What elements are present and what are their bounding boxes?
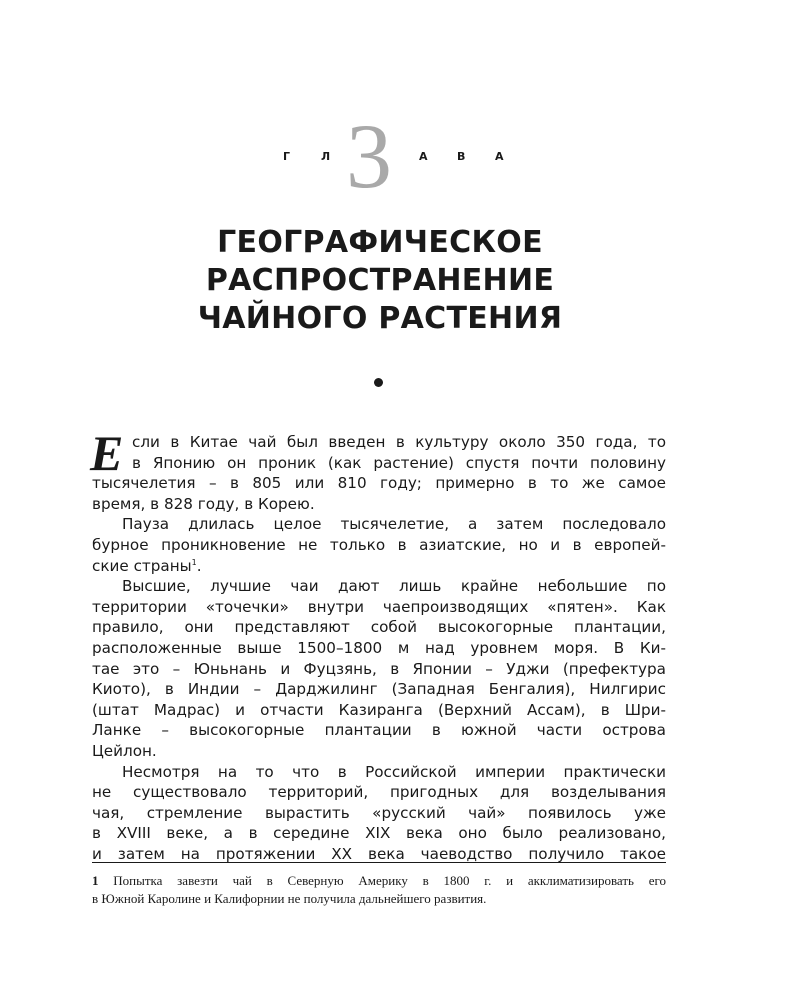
text-line: Ланке – высокогорные плантации в южной части острова bbox=[92, 721, 666, 740]
footnote-line: в Южной Каролине и Калифорнии не получила дальнейшего развития. bbox=[92, 891, 487, 906]
text-line: не существовало территорий, пригодных для возделывания bbox=[92, 783, 666, 802]
chapter-title-line: РАСПРОСТРАНЕНИЕ bbox=[205, 263, 555, 298]
text-line: Пауза длилась целое тысячелетие, а затем последовало bbox=[122, 515, 666, 534]
text-line: чая, стремление вырастить «русский чай» появилось уже bbox=[92, 803, 666, 822]
footnote bbox=[92, 872, 666, 908]
section-bullet bbox=[374, 378, 383, 387]
text-fragment: . bbox=[196, 556, 202, 575]
text-line: тае это – Юньнань и Фуцзянь, в Японии – Уджи (префектура bbox=[92, 659, 666, 678]
footnote-text: Попытка завезти чай в Северную Америку в 1800 г. и акклиматизировать его bbox=[113, 873, 667, 888]
text-line: (штат Мадрас) и отчасти Казиранга (Верхний Ассам), в Шри- bbox=[92, 700, 666, 719]
text-line: расположенные выше 1500–1800 м над уровнем моря. В Ки- bbox=[92, 638, 666, 657]
text-line: сли в Китае чай был введен в культуру около 350 года, то bbox=[132, 433, 666, 451]
chapter-letter: А bbox=[495, 150, 504, 163]
chapter-heading bbox=[0, 105, 760, 207]
text-line: и затем на протяжении XX века чаеводство получило такое bbox=[92, 844, 666, 863]
chapter-letter: А bbox=[419, 150, 428, 163]
text-line: в Японию он проник (как растение) спустя почти половину bbox=[132, 453, 666, 472]
chapter-letter: Л bbox=[321, 150, 331, 163]
text-line: время, в 828 году, в Корею. bbox=[92, 494, 315, 513]
body-text bbox=[90, 425, 666, 864]
text-line: Высшие, лучшие чаи дают лишь крайне небольшие по bbox=[122, 577, 666, 596]
chapter-title bbox=[0, 224, 760, 338]
text-line: Цейлон. bbox=[92, 741, 157, 760]
chapter-letter: Г bbox=[283, 150, 291, 163]
text-line: бурное проникновение не только в азиатские, но и в европей- bbox=[92, 535, 666, 554]
footnote-divider bbox=[92, 862, 666, 863]
chapter-number: 3 bbox=[346, 105, 392, 207]
text-line: в XVIII веке, а в середине XIX века оно было реализовано, bbox=[92, 824, 666, 843]
text-line: Киото), в Индии – Дарджилинг (Западная Бенгалия), Нилгирис bbox=[92, 680, 666, 699]
footnote-line bbox=[92, 872, 666, 890]
text-line bbox=[92, 556, 666, 577]
footnote-number: 1 bbox=[92, 873, 99, 888]
chapter-letter: В bbox=[457, 150, 466, 163]
text-line: территории «точечки» внутри чаепроизводящих «пятен». Как bbox=[92, 597, 666, 616]
text-line: Несмотря на то что в Российской империи практически bbox=[122, 762, 666, 781]
drop-cap: Е bbox=[90, 425, 124, 481]
chapter-title-line: ЧАЙНОГО РАСТЕНИЯ bbox=[197, 301, 563, 336]
text-line: тысячелетия – в 805 или 810 году; примерно в то же самое bbox=[92, 474, 666, 493]
footnote-reference[interactable]: 1 bbox=[191, 557, 197, 567]
chapter-title-line: ГЕОГРАФИЧЕСКОЕ bbox=[217, 225, 543, 260]
text-fragment: ские страны bbox=[92, 556, 192, 575]
text-line: правило, они представляют собой высокогорные плантации, bbox=[92, 618, 666, 637]
